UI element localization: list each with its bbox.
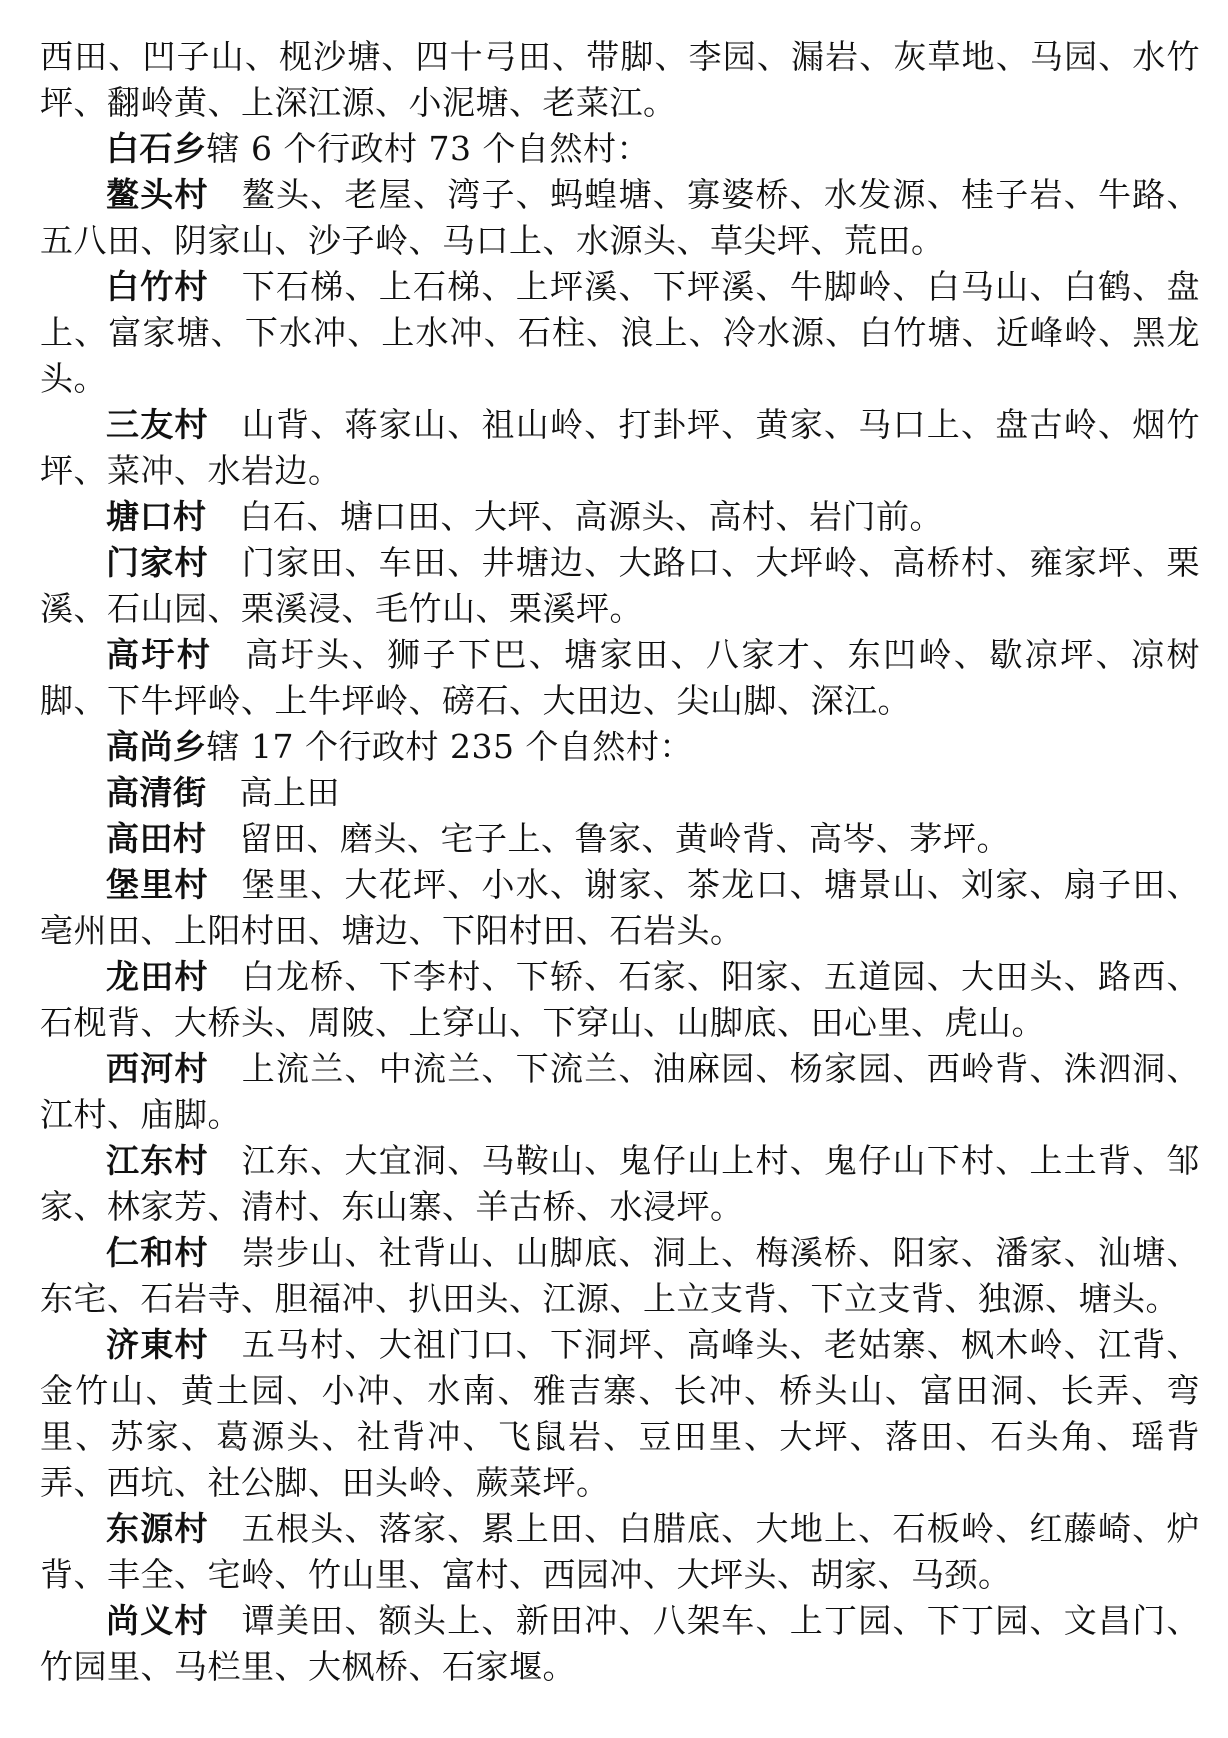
continuation-paragraph: 西田、凹子山、枧沙塘、四十弓田、带脚、李园、漏岩、灰草地、马园、水竹坪、翻岭黄、上深江源、小泥塘、老菜江。 bbox=[40, 37, 1200, 122]
village-name: 高清街 bbox=[106, 773, 207, 812]
village-entry bbox=[40, 770, 1200, 816]
natural-village-list: 谭美田、额头上、新田冲、八架车、上丁园、下丁园、文昌门、竹园里、马栏里、大枫桥、石家堰。 bbox=[40, 1601, 1200, 1686]
village-entry bbox=[40, 632, 1200, 724]
village-entry bbox=[40, 1322, 1200, 1506]
village-name: 江东村 bbox=[106, 1141, 209, 1180]
township-heading bbox=[40, 126, 1200, 172]
village-entry bbox=[40, 264, 1200, 402]
village-name: 三友村 bbox=[106, 405, 209, 444]
village-entry bbox=[40, 1230, 1200, 1322]
village-name: 白竹村 bbox=[106, 267, 209, 306]
natural-village-list: 留田、磨头、宅子上、鲁家、黄岭背、高岑、茅坪。 bbox=[239, 819, 1010, 858]
village-entry bbox=[40, 862, 1200, 954]
village-entry bbox=[40, 494, 1200, 540]
village-entry bbox=[40, 540, 1200, 632]
village-entry bbox=[40, 954, 1200, 1046]
township-name: 高尚乡 bbox=[106, 727, 207, 766]
village-entry bbox=[40, 1046, 1200, 1138]
natural-village-list: 山背、蒋家山、祖山岭、打卦坪、黄家、马口上、盘古岭、烟竹坪、菜冲、水岩边。 bbox=[40, 405, 1200, 490]
village-name: 西河村 bbox=[106, 1049, 209, 1088]
village-name: 鳌头村 bbox=[106, 175, 209, 214]
natural-village-list: 上流兰、中流兰、下流兰、油麻园、杨家园、西岭背、洙泗洞、江村、庙脚。 bbox=[40, 1049, 1200, 1134]
village-entry bbox=[40, 402, 1200, 494]
village-entry bbox=[40, 816, 1200, 862]
village-name: 龙田村 bbox=[106, 957, 209, 996]
natural-village-list: 高圩头、狮子下巴、塘家田、八家才、东凹岭、歇凉坪、凉树脚、下牛坪岭、上牛坪岭、磅石、大田边、尖山脚、深江。 bbox=[40, 635, 1201, 720]
village-entry bbox=[40, 1598, 1200, 1690]
natural-village-list: 五根头、落家、累上田、白腊底、大地上、石板岭、红藤崎、炉背、丰全、宅岭、竹山里、富村、西园冲、大坪头、胡家、马颈。 bbox=[40, 1509, 1200, 1594]
natural-village-list: 鳌头、老屋、湾子、蚂蝗塘、寡婆桥、水发源、桂子岩、牛路、五八田、阴家山、沙子岭、马口上、水源头、草尖坪、荒田。 bbox=[40, 175, 1200, 260]
village-entry bbox=[40, 1138, 1200, 1230]
natural-village-list: 白石、塘口田、大坪、高源头、高村、岩门前。 bbox=[239, 497, 943, 536]
natural-village-list: 白龙桥、下李村、下轿、石家、阳家、五道园、大田头、路西、石枧背、大桥头、周陂、上穿山、下穿山、山脚底、田心里、虎山。 bbox=[40, 957, 1200, 1042]
natural-village-list: 崇步山、社背山、山脚底、洞上、梅溪桥、阳家、潘家、汕塘、东宅、石岩寺、胆福冲、扒田头、江源、上立支背、下立支背、独源、塘头。 bbox=[40, 1233, 1200, 1318]
village-name: 塘口村 bbox=[106, 497, 207, 536]
village-name: 济東村 bbox=[106, 1325, 209, 1364]
township-summary: 辖 17 个行政村 235 个自然村： bbox=[206, 727, 693, 766]
village-name: 高圩村 bbox=[106, 635, 213, 674]
natural-village-list: 堡里、大花坪、小水、谢家、茶龙口、塘景山、刘家、扇子田、亳州田、上阳村田、塘边、下阳村田、石岩头。 bbox=[40, 865, 1200, 950]
township-summary: 辖 6 个行政村 73 个自然村： bbox=[206, 129, 650, 168]
township-name: 白石乡 bbox=[106, 129, 207, 168]
natural-village-list: 江东、大宜洞、马鞍山、鬼仔山上村、鬼仔山下村、上土背、邹家、林家芳、清村、东山寨、羊古桥、水浸坪。 bbox=[40, 1141, 1200, 1226]
village-name: 尚义村 bbox=[106, 1601, 209, 1640]
village-name: 堡里村 bbox=[106, 865, 209, 904]
natural-village-list: 下石梯、上石梯、上坪溪、下坪溪、牛脚岭、白马山、白鹤、盘上、富家塘、下水冲、上水冲、石柱、浪上、冷水源、白竹塘、近峰岭、黑龙头。 bbox=[40, 267, 1200, 398]
village-entry bbox=[40, 1506, 1200, 1598]
village-entry bbox=[40, 172, 1200, 264]
natural-village-list: 五马村、大祖门口、下洞坪、高峰头、老姑寨、枫木岭、江背、金竹山、黄土园、小冲、水南、雅吉寨、长冲、桥头山、富田洞、长弄、弯里、苏家、葛源头、社背冲、飞鼠岩、豆田里、大坪、落田、石头角、瑶背弄、西坑、社公脚、田头岭、蕨菜坪。 bbox=[40, 1325, 1200, 1502]
village-name: 高田村 bbox=[106, 819, 207, 858]
natural-village-list: 高上田 bbox=[239, 773, 340, 812]
township-heading bbox=[40, 724, 1200, 770]
natural-village-list: 门家田、车田、井塘边、大路口、大坪岭、高桥村、雍家坪、栗溪、石山园、栗溪浸、毛竹山、栗溪坪。 bbox=[40, 543, 1200, 628]
village-name: 仁和村 bbox=[106, 1233, 209, 1272]
village-name: 门家村 bbox=[106, 543, 209, 582]
village-name: 东源村 bbox=[106, 1509, 209, 1548]
